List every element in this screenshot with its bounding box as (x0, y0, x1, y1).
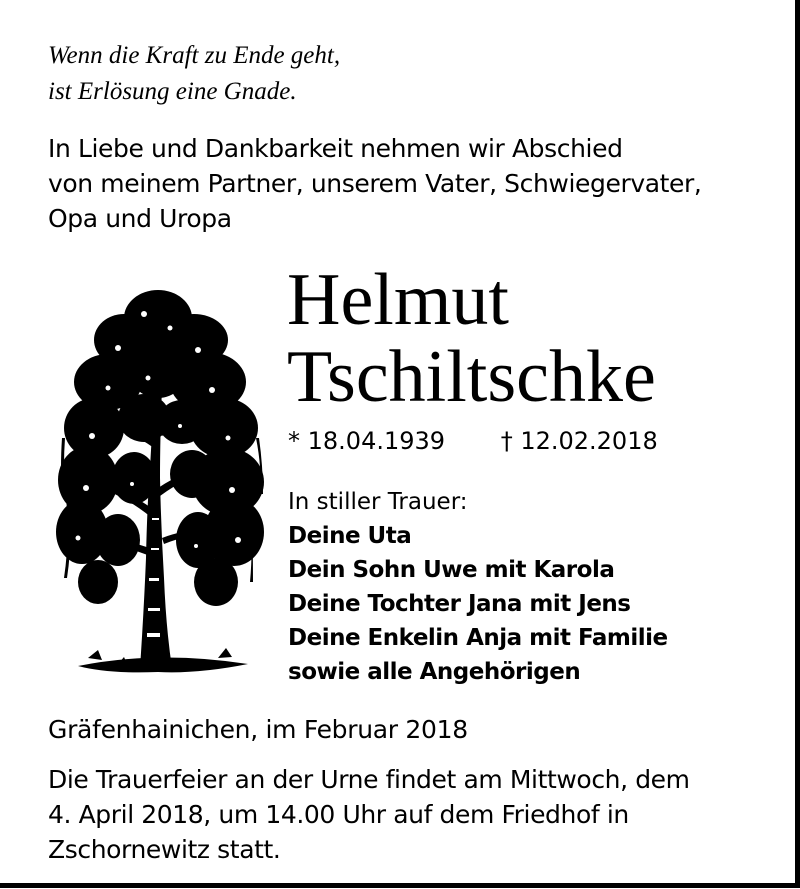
deceased-last-name: Tschiltschke (287, 336, 656, 418)
funeral-line-2: 4. April 2018, um 14.00 Uhr auf dem Friedhof in (48, 800, 629, 829)
mourner-entry: Deine Uta (288, 523, 412, 549)
mourner-entry: Deine Enkelin Anja mit Familie (288, 625, 668, 651)
funeral-notice (48, 762, 690, 867)
mourner-entry: Dein Sohn Uwe mit Karola (288, 557, 615, 583)
deceased-first-name: Helmut (287, 259, 509, 341)
place-date: Gräfenhainichen, im Februar 2018 (48, 715, 468, 744)
intro-line-1: In Liebe und Dankbarkeit nehmen wir Abschied (48, 134, 623, 163)
birch-tree-icon (48, 278, 268, 680)
motto-line-2: ist Erlösung eine Gnade. (48, 78, 297, 105)
birth-date: * 18.04.1939 (288, 427, 446, 455)
motto (48, 38, 340, 110)
mourning-heading: In stiller Trauer: (288, 489, 468, 515)
intro-text (48, 131, 701, 236)
mourner-entry: Deine Tochter Jana mit Jens (288, 591, 631, 617)
mourners-block (288, 485, 668, 689)
funeral-line-1: Die Trauerfeier an der Urne findet am Mittwoch, dem (48, 765, 690, 794)
mourner-entry: sowie alle Angehörigen (288, 659, 581, 685)
life-dates (288, 424, 658, 458)
motto-line-1: Wenn die Kraft zu Ende geht, (48, 42, 341, 69)
deceased-name (287, 259, 656, 418)
death-date: † 12.02.2018 (500, 427, 658, 455)
funeral-line-3: Zschornewitz statt. (48, 835, 281, 864)
intro-line-2: von meinem Partner, unserem Vater, Schwiegervater, (48, 169, 702, 198)
intro-line-3: Opa und Uropa (48, 204, 232, 233)
